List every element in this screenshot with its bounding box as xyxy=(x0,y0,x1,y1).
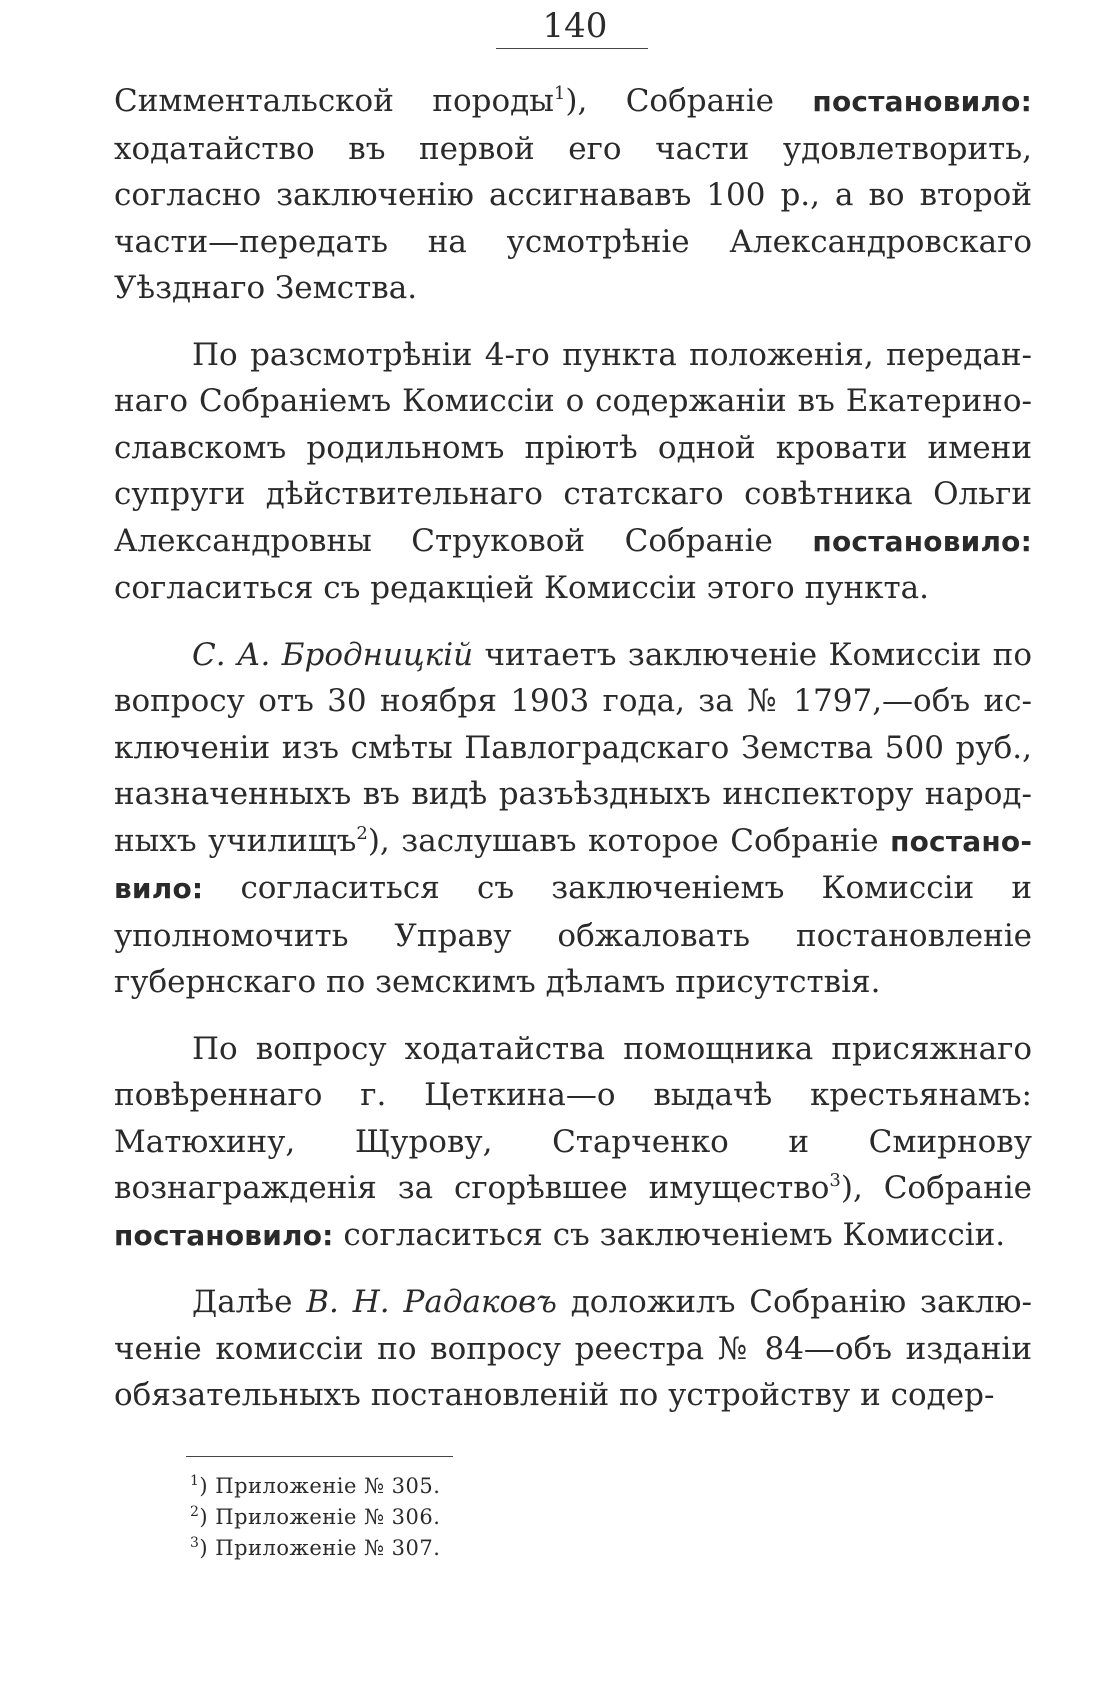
page-number: 140 xyxy=(542,6,608,46)
text-run: ), заслушавъ которое Собраніе xyxy=(367,822,891,859)
text-run: Далѣе xyxy=(192,1284,307,1320)
resolution-keyword: постановило: xyxy=(114,824,1032,905)
paragraph-4 xyxy=(114,1026,1032,1260)
footnote-ref-1: 1 xyxy=(553,83,566,104)
text-run: согласиться съ заключеніемъ Комиссіи и уполномочить Управу обжаловать постановленіе губернскаго по земскимъ дѣламъ присутствія. xyxy=(114,870,1032,1000)
footnote-text: ) Приложеніе № 306. xyxy=(199,1505,441,1529)
resolution-keyword: постановило: xyxy=(114,1218,334,1252)
footnote-ref-2: 2 xyxy=(356,822,368,844)
footnote-text: ) Приложеніе № 305. xyxy=(199,1474,441,1498)
text-run: доложилъ Собранію заключеніе комиссіи по вопросу реестра № 84—объ изданіи обязательныхъ постановленій по устройству и содер- xyxy=(114,1284,1032,1413)
text-run: Симментальской породы xyxy=(114,83,554,119)
footnote-mark: 3 xyxy=(190,1535,200,1551)
text-run: согласиться съ редакціей Комиссіи этого пункта. xyxy=(114,570,929,606)
footnote-ref-3: 3 xyxy=(829,1170,841,1191)
footnote-3 xyxy=(190,1533,690,1564)
resolution-keyword: постановило: xyxy=(812,85,1032,118)
paragraph-5 xyxy=(114,1279,1032,1419)
footnote-1 xyxy=(190,1471,690,1502)
resolution-keyword: постановило: xyxy=(812,524,1032,558)
speaker-name: С. А. Бродницкій xyxy=(192,636,474,673)
paragraph-3 xyxy=(114,632,1032,1006)
text-run: По разсмотрѣніи 4-го пункта положенія, переданнаго Собраніемъ Комиссіи о содержаніи въ Екатеринославскомъ родильномъ пріютѣ одной кровати имени супруги дѣйствительнаго статскаго совѣтника Ольги Александровны Струковой Собраніе xyxy=(114,336,1032,559)
speaker-name: В. Н. Радаковъ xyxy=(306,1284,557,1320)
page-number-rule xyxy=(496,48,648,49)
text-run: согласиться съ заключеніемъ Комиссіи. xyxy=(333,1216,1006,1253)
footnote-mark: 1 xyxy=(190,1473,200,1489)
footnote-rule xyxy=(186,1456,453,1457)
footnote-mark: 2 xyxy=(190,1504,200,1520)
paragraph-2 xyxy=(114,332,1032,612)
text-run: ), Собраніе xyxy=(565,83,813,119)
text-run: читаетъ заключеніе Комиссіи по вопросу отъ 30 ноября 1903 года, за № 1797,—объ исключеніи изъ смѣты Павлоградскаго Земства 500 руб., назначенныхъ въ видѣ разъѣздныхъ инспектору народныхъ училищъ xyxy=(114,636,1032,859)
text-run: По вопросу ходатайства помощника присяжнаго повѣреннаго г. Цеткина—о выдачѣ крестьянамъ: Матюхину, Щурову, Старченко и Смирнову вознагражденія за сгорѣвшее имущество xyxy=(114,1030,1032,1206)
body-text xyxy=(114,78,1032,1439)
footnotes xyxy=(190,1471,690,1564)
footnote-2 xyxy=(190,1502,690,1533)
text-run: ходатайство въ первой его части удовлетворить, согласно заключенію ассигнававъ 100 р., а во второй части—передать на усмотрѣніе Александровскаго Уѣзднаго Земства. xyxy=(114,130,1032,306)
footnote-text: ) Приложеніе № 307. xyxy=(199,1536,441,1560)
text-run: ), Собраніе xyxy=(840,1170,1032,1206)
paragraph-1 xyxy=(114,78,1032,312)
